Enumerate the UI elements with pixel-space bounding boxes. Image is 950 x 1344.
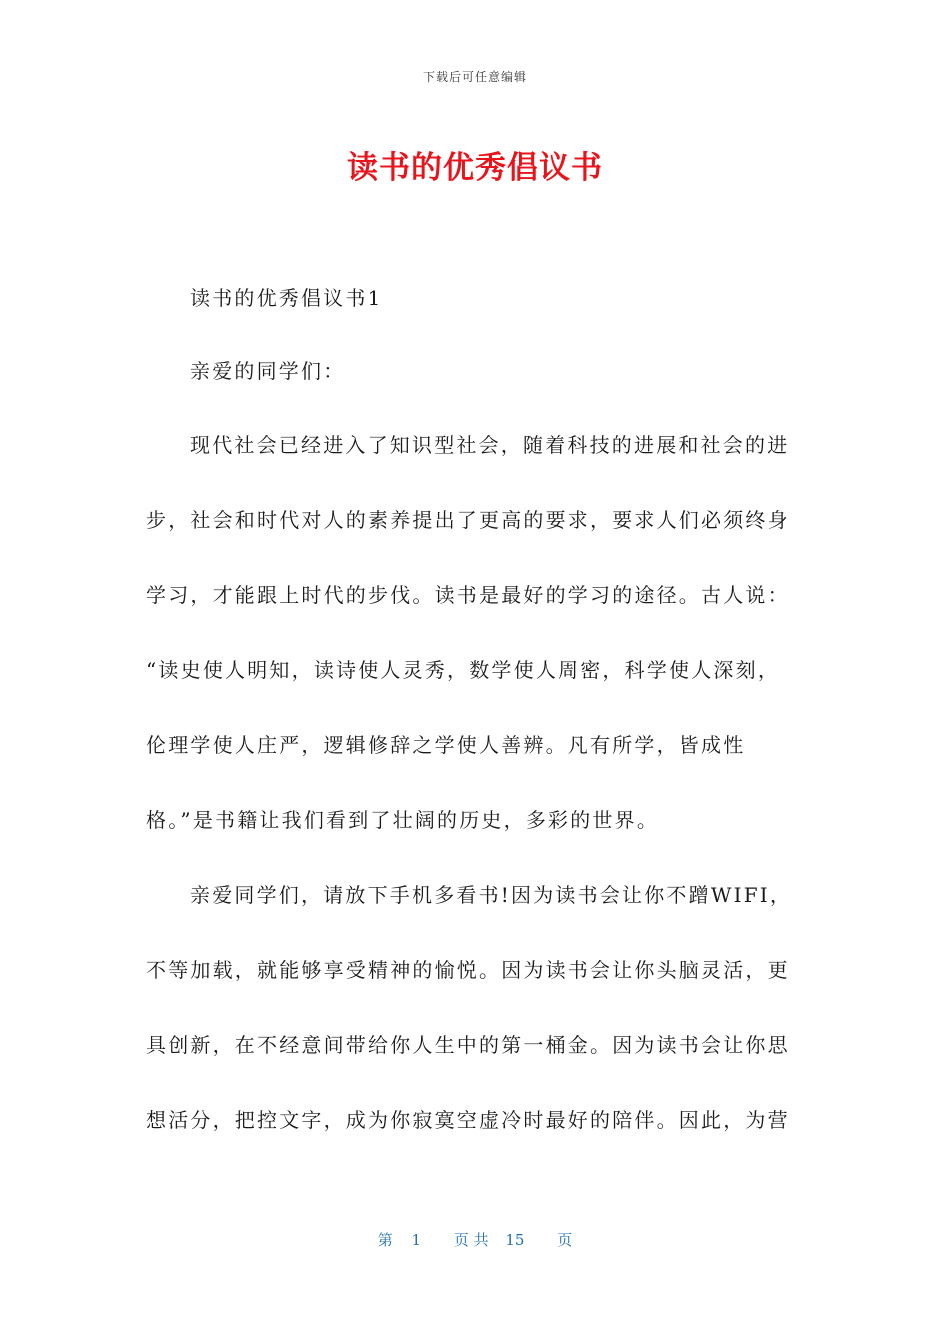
footer-total-pages: 15 — [505, 1231, 525, 1249]
footer-label-total: 页 共 — [453, 1231, 489, 1249]
document-title: 读书的优秀倡议书 — [347, 150, 603, 186]
body-line: 学习，才能跟上时代的步伐。读书是最好的学习的途径。古人说： — [146, 583, 790, 607]
body-line: 步，社会和时代对人的素养提出了更高的要求，要求人们必须终身 — [146, 508, 790, 532]
page-footer — [0, 1229, 950, 1250]
body-line: 格。”是书籍让我们看到了壮阔的历史，多彩的世界。 — [146, 808, 660, 832]
header-note: 下载后可任意编辑 — [422, 70, 527, 84]
body-line: 亲爱同学们，请放下手机多看书!因为读书会让你不蹭WIFI， — [190, 883, 793, 907]
body-line: 具创新，在不经意间带给你人生中的第一桶金。因为读书会让你思 — [146, 1033, 790, 1057]
salutation: 亲爱的同学们： — [190, 359, 346, 383]
body-line: 现代社会已经进入了知识型社会，随着科技的进展和社会的进 — [190, 433, 790, 457]
body-line: 伦理学使人庄严，逻辑修辞之学使人善辨。凡有所学，皆成性 — [146, 733, 746, 757]
footer-label-page: 第 — [377, 1231, 393, 1249]
body-line: 不等加载，就能够享受精神的愉悦。因为读书会让你头脑灵活，更 — [146, 958, 790, 982]
footer-label-end: 页 — [557, 1231, 573, 1249]
body-line: “读史使人明知，读诗使人灵秀，数学使人周密，科学使人深刻， — [146, 658, 781, 682]
section-heading: 读书的优秀倡议书1 — [190, 286, 383, 310]
body-line: 想活分，把控文字，成为你寂寞空虚冷时最好的陪伴。因此，为营 — [146, 1108, 790, 1132]
footer-current-page: 1 — [411, 1231, 422, 1249]
